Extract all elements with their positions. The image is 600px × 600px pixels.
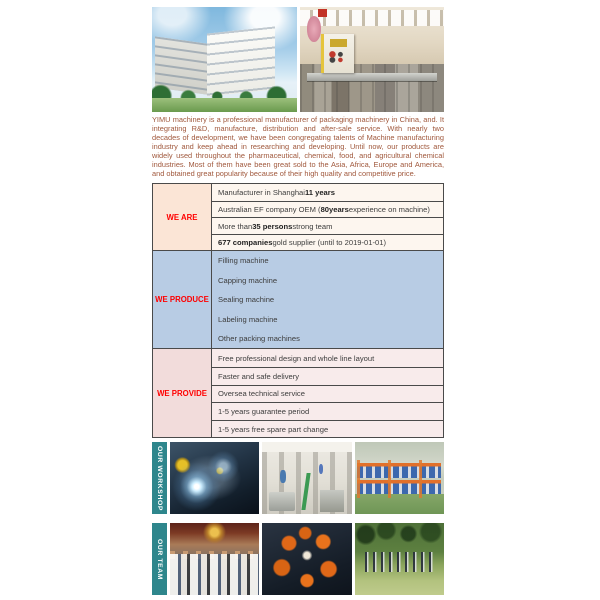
row-text: experience on machine) [348, 205, 430, 215]
row-text-bold: 677 companies [218, 238, 273, 248]
factory-red-flag [318, 9, 327, 17]
table-row: 1-5 years guarantee period [212, 402, 443, 420]
team-outdoor-photo [355, 523, 444, 595]
table-row [212, 184, 443, 201]
we-provide-rows [212, 349, 443, 437]
product-item: Filling machine [218, 256, 269, 266]
workshop-gallery-label [152, 442, 167, 514]
we-produce-label: WE PRODUCE [153, 251, 212, 348]
team-building-photo [262, 523, 351, 595]
welding-workshop-photo [170, 442, 259, 514]
company-building-photo [152, 7, 297, 112]
product-item: Sealing machine [218, 295, 275, 305]
we-produce-items [212, 251, 443, 348]
content-column [152, 7, 444, 595]
row-text: More than [218, 221, 253, 231]
we-are-rows [212, 184, 443, 250]
team-gallery-label [152, 523, 167, 595]
table-row: Free professional design and whole line layout [212, 349, 443, 367]
parts-warehouse-photo [355, 442, 444, 514]
product-item: Capping machine [218, 275, 278, 285]
park-people [365, 552, 433, 572]
product-item: Other packing machines [218, 334, 300, 344]
we-are-section [153, 184, 443, 250]
factory-pink-object [307, 16, 321, 41]
factory-conveyor [307, 73, 437, 80]
assembly-workshop-photo [262, 442, 351, 514]
assembly-worker [319, 464, 323, 474]
assembly-worker [280, 470, 285, 483]
factory-interior-photo [300, 7, 445, 112]
assembly-machine [320, 490, 343, 512]
assembly-green-belt [302, 473, 312, 510]
team-people [170, 554, 259, 596]
table-row [212, 234, 443, 251]
building-lawn [152, 98, 297, 112]
row-text-bold: 11 years [304, 188, 335, 198]
workshop-gallery-label-text: OUR WORKSHOP [156, 445, 163, 511]
company-intro-text: YIMU machinery is a professional manufacturer of packaging machinery in China, and. It integrating R&D, manufacture, distribution and after-sale service. With nearly two decades of development, we have been congregating talents of Machine manufacturing industry and keep ahead in researching and developing. Until now, our products are widely used throughout the pharmaceutical, chemical, food, and agricultural chemical industries. Most of them have been great sold to the Asia, Africa, Europe and America, and obtained great popularity because of their high quality and competitive price. [152, 115, 444, 178]
assembly-machine [269, 492, 296, 511]
team-celebration-photo [170, 523, 259, 595]
workshop-gallery [152, 442, 444, 514]
table-row [212, 201, 443, 218]
product-item: Labeling machine [218, 314, 278, 324]
row-text-bold: 35 persons [252, 221, 293, 231]
we-are-label: WE ARE [153, 184, 212, 250]
table-row: Faster and safe delivery [212, 367, 443, 385]
factory-control-box [321, 34, 354, 73]
we-provide-section [153, 348, 443, 437]
we-produce-section [153, 250, 443, 348]
row-text: Australian EF company OEM ( [218, 205, 321, 215]
row-text-bold: 80years [320, 205, 349, 215]
company-info-table [152, 183, 444, 438]
hero-photos [152, 7, 444, 112]
warehouse-rack-posts [357, 460, 441, 497]
we-provide-label: WE PROVIDE [153, 349, 212, 437]
team-gallery-label-text: OUR TEAM [156, 538, 163, 580]
table-row: Oversea technical service [212, 385, 443, 403]
team-gallery [152, 523, 444, 595]
row-text: Manufacturer in Shanghai [218, 188, 305, 198]
row-text: gold supplier (until to 2019-01-01) [272, 238, 387, 248]
table-row: 1-5 years free spare part change [212, 420, 443, 438]
row-text: strong team [292, 221, 333, 231]
table-row [212, 217, 443, 234]
